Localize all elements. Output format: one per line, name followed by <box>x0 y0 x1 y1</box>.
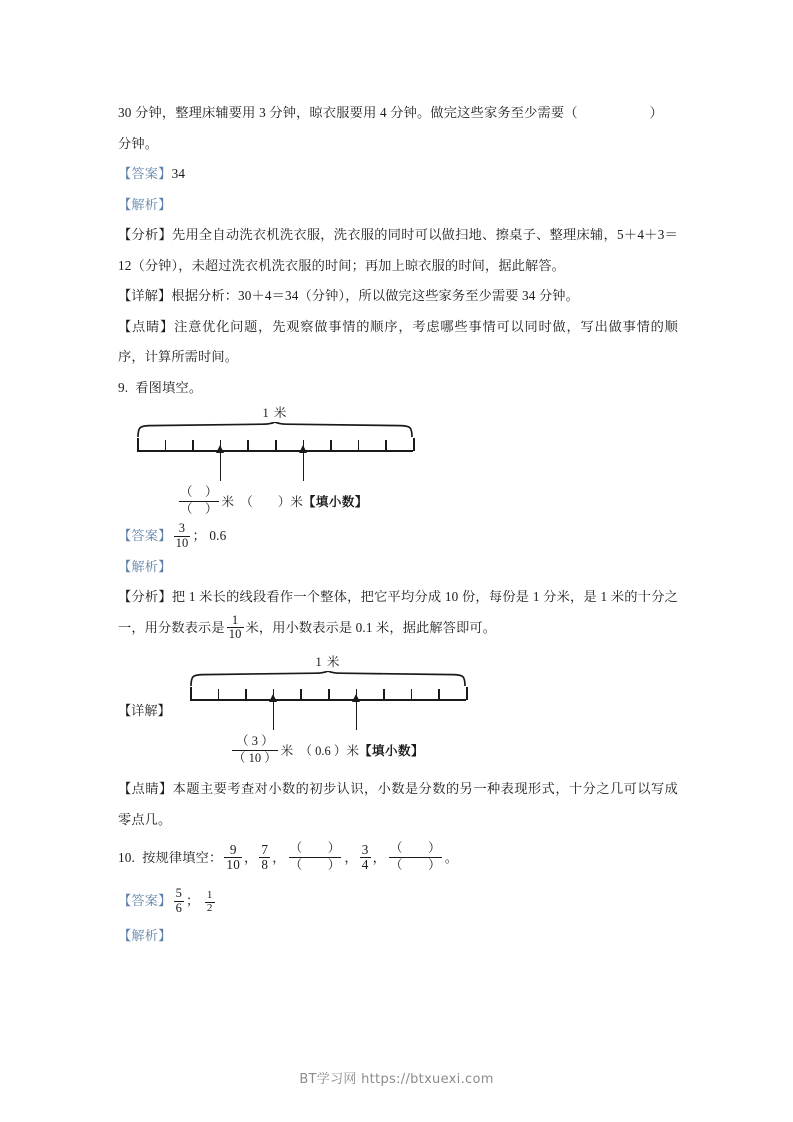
q9-number: 9. <box>118 379 129 395</box>
q10-seq-frac-2 <box>259 843 270 873</box>
q10-seq-4-num: 3 <box>361 842 369 857</box>
q10-blank-2-den: （ ） <box>389 857 441 872</box>
figure-unit-2: 米 <box>346 743 359 758</box>
q8-dianjing-text: 注意优化问题，先观察做事情的顺序，考虑哪些事情可以同时做，写出做事情的顺序，计算所需时间。 <box>118 318 678 364</box>
q9-figure-blank-row <box>118 403 678 521</box>
number-line-figure-filled <box>183 652 678 770</box>
analysis-tag: 【解析】 <box>118 928 172 943</box>
tick-8 <box>358 440 360 451</box>
q9-fenxi-part1: 把 1 米长的线段看作一个整体，把它平均分成 10 份，每份是 1 分米，是 1 米的十分之一，用分数表示是 <box>118 589 678 635</box>
document-content <box>118 98 678 952</box>
q10-blank-2-num: （ ） <box>389 841 441 856</box>
q10-comma-4: ， <box>372 850 386 865</box>
q9-analysis-tag-row <box>118 552 678 583</box>
figure-unit-2: 米 <box>290 494 303 509</box>
q8-xiangjie-text: 根据分析：30＋4＝34（分钟），所以做完这些家务至少需要 34 分钟。 <box>171 288 579 303</box>
q9-answer-numerator: 3 <box>178 521 186 536</box>
tick-9 <box>385 440 387 451</box>
q8-xiangjie-row <box>118 281 678 312</box>
q10-seq-frac-4 <box>360 843 371 873</box>
figure-unit-1: 米 <box>280 743 294 758</box>
q10-seq-1-num: 9 <box>229 842 237 857</box>
figure-blank-answers <box>176 485 368 517</box>
q9-fenxi-denominator: 10 <box>228 627 242 642</box>
tick-10 <box>466 687 468 700</box>
figure-hint: 【填小数】 <box>302 494 368 509</box>
q10-comma-3: ， <box>344 850 358 865</box>
number-line-figure-blank <box>130 403 678 521</box>
arrow-marker-3 <box>273 701 274 730</box>
answer-tag: 【答案】 <box>118 166 172 181</box>
decimal-blank-value <box>253 495 278 509</box>
footer-watermark: BT学习网 https://btxuexi.com <box>299 1072 494 1087</box>
tick-5 <box>275 440 277 451</box>
arrow-marker-6 <box>303 452 304 481</box>
fraction-filled-denominator: （ 10 ） <box>233 750 277 765</box>
fraction-blank-numerator: （ ） <box>180 485 218 499</box>
q10-seq-4-den: 4 <box>361 857 369 873</box>
tick-0 <box>190 687 192 700</box>
q10-seq-frac-1 <box>224 843 242 873</box>
q9-figure-filled-row <box>118 652 678 770</box>
q9-answer-fraction <box>174 522 191 550</box>
fraction-filled-numerator: （ 3 ） <box>236 734 274 748</box>
brace-icon <box>137 422 413 437</box>
q10-answer-1-num: 5 <box>175 886 183 901</box>
answer-tag: 【答案】 <box>118 528 172 543</box>
q10-answer-2-den: 2 <box>206 901 213 914</box>
q9-dianjing-text: 本题主要考查对小数的初步认识，小数是分数的另一种表现形式，十分之几可以写成零点几。 <box>118 781 678 827</box>
fraction-filled <box>232 734 278 766</box>
q10-title-row <box>118 835 678 881</box>
q9-fenxi-part2: 米，用小数表示是 0.1 米，据此解答即可。 <box>245 619 497 635</box>
q10-blank-1-num: （ ） <box>289 841 341 856</box>
q8-fenxi-row <box>118 220 678 281</box>
q10-answer-1-den: 6 <box>175 900 183 915</box>
arrow-marker-6 <box>356 701 357 730</box>
fraction-blank <box>179 485 219 517</box>
q10-blank-1-den: （ ） <box>289 857 341 872</box>
figure-hint: 【填小数】 <box>358 743 424 758</box>
tick-2 <box>192 440 194 451</box>
q10-title: 按规律填空： <box>142 850 223 865</box>
decimal-blank-close: ） <box>277 494 291 509</box>
q10-period: 。 <box>444 850 459 865</box>
tick-1 <box>165 440 167 451</box>
q10-analysis-tag-row <box>118 921 678 952</box>
q8-analysis-tag-row <box>118 190 678 221</box>
tick-5 <box>328 689 330 700</box>
q9-fenxi-fraction <box>227 614 244 642</box>
tick-7 <box>383 689 385 700</box>
q10-answer-2-num: 1 <box>206 888 213 901</box>
q10-comma-2: ， <box>272 850 286 865</box>
q8-answer-row <box>118 159 678 190</box>
q10-seq-blank-2 <box>389 841 442 873</box>
q9-title: 看图填空。 <box>135 379 203 395</box>
brace-icon <box>190 671 466 686</box>
meter-label: 1 米 <box>315 655 341 669</box>
tick-4 <box>247 440 249 451</box>
q9-answer-denominator: 10 <box>175 535 189 550</box>
fraction-blank-denominator: （ ） <box>180 501 218 516</box>
decimal-filled-open: （ <box>299 743 313 758</box>
decimal-filled-close: ） <box>333 743 347 758</box>
q9-title-row <box>118 373 678 404</box>
arrow-marker-3 <box>220 452 221 481</box>
meter-label: 1 米 <box>262 406 288 420</box>
q9-answer-row <box>118 521 678 552</box>
q8-stem-line2: 分钟。 <box>118 135 159 151</box>
q9-answer-decimal: 0.6 <box>209 528 227 543</box>
tick-0 <box>137 438 139 451</box>
q8-stem-text: 30 分钟，整理床辅要用 3 分钟，晾衣服要用 4 分钟。做完这些家务至少需要（ <box>118 105 578 120</box>
answer-tag: 【答案】 <box>118 893 172 908</box>
tick-8 <box>411 689 413 700</box>
q10-answer-row <box>118 881 678 921</box>
fenxi-tag: 【分析】 <box>118 589 172 604</box>
dianjing-tag: 【点睛】 <box>118 781 173 796</box>
q8-stem-line1 <box>118 98 678 129</box>
xiangjie-tag: 【详解】 <box>118 703 171 718</box>
q8-fenxi-text: 先用全自动洗衣机洗衣服，洗衣服的同时可以做扫地、擦桌子、整理床辅，5＋4＋3＝12（分钟），未超过洗衣机洗衣服的时间；再加上晾衣服的时间，据此解答。 <box>118 227 678 273</box>
q10-number: 10. <box>118 850 136 865</box>
decimal-filled-value: 0.6 <box>315 743 331 758</box>
q8-answer-value: 34 <box>171 166 186 181</box>
q9-fenxi-numerator: 1 <box>231 612 239 627</box>
q10-answer-fraction-1 <box>174 887 184 915</box>
figure-filled-answers <box>229 734 424 766</box>
q8-stem-close: ） <box>649 105 664 120</box>
tick-7 <box>330 440 332 451</box>
q10-answer-separator: ； <box>186 893 200 908</box>
figure-unit-1: 米 <box>221 494 235 509</box>
q10-seq-1-den: 10 <box>226 857 241 873</box>
q10-seq-blank-1 <box>289 841 342 873</box>
xiangjie-tag: 【详解】 <box>118 288 172 303</box>
q9-fenxi-row <box>118 582 678 643</box>
decimal-blank-open: （ <box>240 494 253 509</box>
dianjing-tag: 【点睛】 <box>118 318 175 334</box>
tick-4 <box>300 689 302 700</box>
analysis-tag: 【解析】 <box>118 196 172 212</box>
tick-1 <box>218 689 220 700</box>
fenxi-tag: 【分析】 <box>118 227 172 242</box>
q10-answer-fraction-2 <box>205 890 215 915</box>
tick-2 <box>245 689 247 700</box>
tick-10 <box>413 438 415 451</box>
q10-seq-2-den: 8 <box>261 857 269 873</box>
q9-answer-separator: ； <box>192 528 206 543</box>
q10-seq-2-num: 7 <box>261 842 269 857</box>
tick-9 <box>438 689 440 700</box>
analysis-tag: 【解析】 <box>118 558 172 574</box>
q9-dianjing-row <box>118 774 678 835</box>
q8-dianjing-row <box>118 312 678 373</box>
q10-comma-1: ， <box>244 850 258 865</box>
